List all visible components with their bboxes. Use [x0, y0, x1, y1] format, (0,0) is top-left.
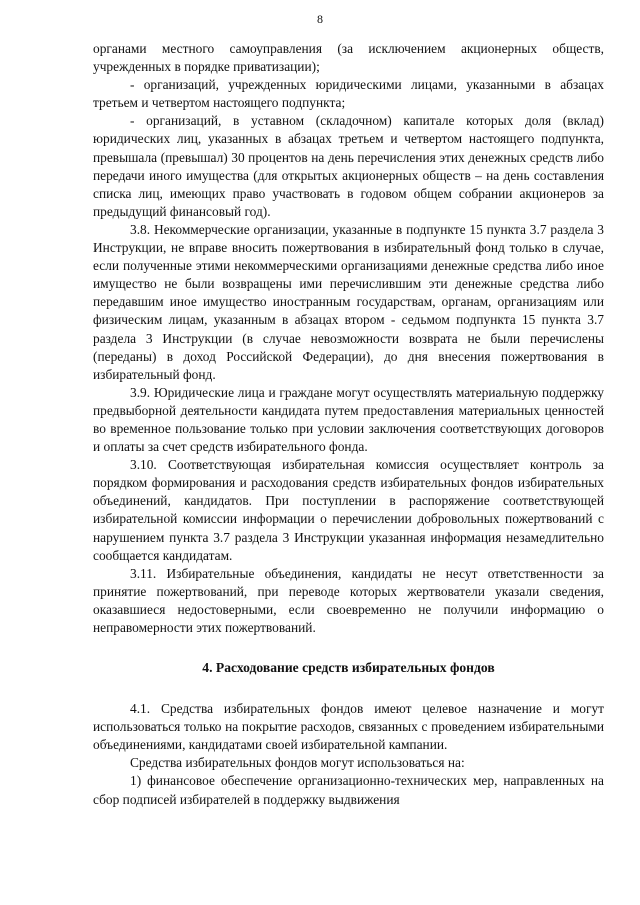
document-body	[93, 40, 604, 809]
paragraph-continuation: органами местного самоуправления (за исключением акционерных обществ, учрежденных в порядке приватизации);	[93, 41, 604, 75]
paragraph-list-item: - организаций, в уставном (складочном) капитале которых доля (вклад) юридических лиц, указанных в абзацах третьем и четвертом настоящего подпункта, превышала (превышал) 30 процентов на день перечисления этих денежных средств либо передачи иного имущества (для открытых акционерных обществ – на день составления списка лиц, имеющих право участвовать в годовом общем собрании акционеров за предыдущий финансовый год).	[93, 113, 604, 219]
section-heading: 4. Расходование средств избирательных фондов	[202, 660, 495, 676]
paragraph-4-1: 4.1. Средства избирательных фондов имеют целевое назначение и могут использоваться только на покрытие расходов, связанных с проведением избирательными объединениями, кандидатами своей избирательной кампании.	[93, 701, 604, 753]
paragraph-list-intro: Средства избирательных фондов могут использоваться на:	[130, 755, 465, 771]
paragraph-list-item-1: 1) финансовое обеспечение организационно-технических мер, направленных на сбор подписей избирателей в поддержку выдвижения	[93, 773, 604, 807]
paragraph-3-11: 3.11. Избирательные объединения, кандидаты не несут ответственности за принятие пожертвований, при переводе которых жертвователи указали сведения, оказавшиеся недостоверными, если своевременно не получили информацию о неправомерности этих пожертвований.	[93, 565, 604, 635]
page-number: 8	[317, 12, 323, 26]
paragraph-3-10: 3.10. Соответствующая избирательная комиссия осуществляет контроль за порядком формирования и расходования средств избирательных фондов избирательных объединений, кандидатов. При поступлении в распоряжение соответствующей избирательной комиссии информации о перечислении добровольных пожертвований с нарушением пункта 3.7 раздела 3 Инструкции указанная информация незамедлительно сообщается кандидатам.	[93, 457, 604, 563]
paragraph-3-8: 3.8. Некоммерческие организации, указанные в подпункте 15 пункта 3.7 раздела 3 Инструкции, не вправе вносить пожертвования в избирательный фонд только в случае, если полученные этими некоммерческими организациями денежные средства либо иное имущество не были возвращены ими перечислившим эти денежные средства либо передавшим иное имущество иностранным государствам, органам, организациям или физическим лицам, указанным в абзацах втором - седьмом подпункта 15 пункта 3.7 раздела 3 Инструкции (в случае невозможности возврата не были перечислены (переданы) в доход Российской Федерации), до дня внесения пожертвования в избирательный фонд.	[93, 221, 604, 382]
paragraph-3-9: 3.9. Юридические лица и граждане могут осуществлять материальную поддержку предвыборной деятельности кандидата путем предоставления материальных ценностей во временное пользование только при условии заключения соответствующих договоров и оплаты за счет средств избирательного фонда.	[93, 384, 604, 455]
paragraph-list-item: - организаций, учрежденных юридическими лицами, указанными в абзацах третьем и четвертом настоящего подпункта;	[93, 77, 604, 111]
